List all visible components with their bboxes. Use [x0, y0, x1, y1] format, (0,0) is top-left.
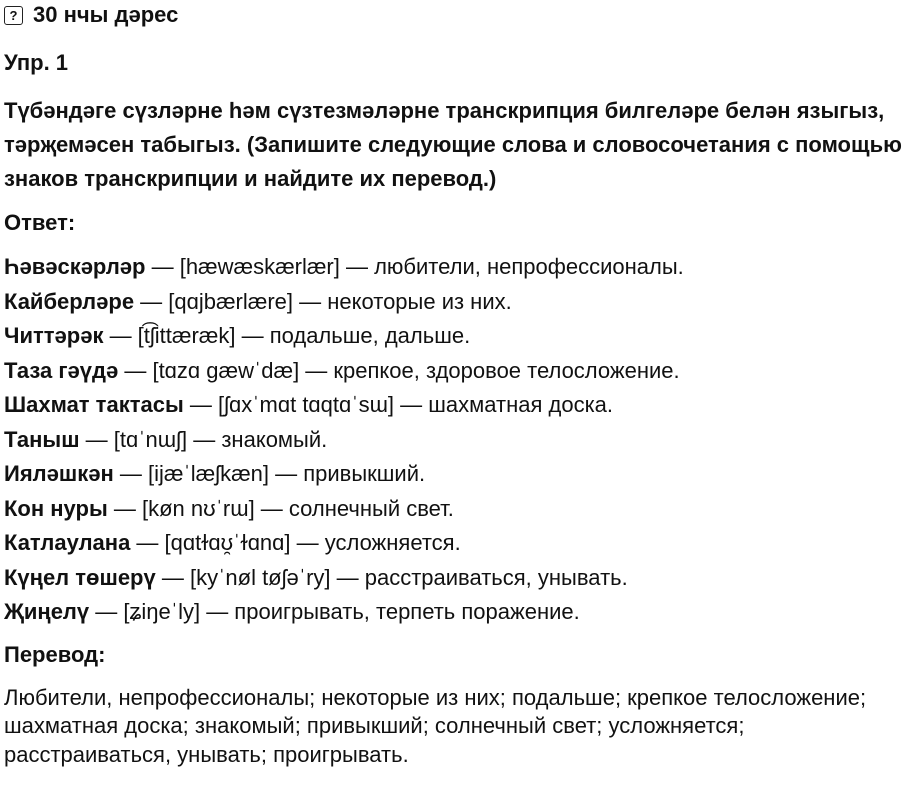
entry-word: Кайберләре — [4, 288, 135, 314]
entry-word: Катлаулана — [4, 530, 131, 555]
entry-word: Шахмат тактасы — [4, 392, 184, 417]
translation-label: Перевод: — [4, 641, 106, 667]
entry-definition: — [qɑtɫɑʊ̯ˈɫɑnɑ] — усложняется. — [130, 530, 461, 555]
answer-entry — [4, 250, 911, 285]
entry-word: Җиңелү — [4, 599, 90, 624]
answer-entry — [4, 285, 911, 320]
entry-definition: — [tɑˈnɯʃ] — знакомый. — [79, 426, 328, 452]
entry-definition: — [ʑiŋeˈly] — проигрывать, терпеть поражение. — [89, 599, 580, 624]
entry-word: Ияләшкән — [4, 461, 114, 486]
entry-word: Кон нуры — [4, 495, 108, 521]
entry-definition: — [ʃɑxˈmɑt tɑqtɑˈsɯ] — шахматная доска. — [183, 392, 614, 417]
answer-entry — [4, 561, 911, 596]
entry-definition: — [hæwæskærlær] — любители, непрофессионалы. — [145, 254, 684, 279]
entry-word: Һәвәскәрләр — [4, 254, 146, 279]
entry-word: Читтәрәк — [4, 323, 104, 348]
exercise-task: Түбәндәге сүзләрне һәм сүзтезмәләрне транскрипция билгеләре белән языгыз, тәрҗемәсен табыгыз. (Запишите следующие слова и словосочетания с помощью знаков транскрипции и найдите их перевод.) — [4, 98, 902, 191]
answer-entry — [4, 526, 911, 561]
lesson-title: 30 нчы дәрес — [33, 2, 179, 27]
answer-entry — [4, 595, 911, 630]
exercise-title: Упр. 1 — [4, 50, 69, 75]
answer-list — [4, 250, 911, 630]
lesson-header — [4, 0, 911, 30]
entry-word: Таза гәүдә — [4, 357, 119, 383]
answer-entry — [4, 492, 911, 527]
answer-label: Ответ: — [4, 210, 76, 235]
answer-entry — [4, 354, 911, 389]
entry-word: Таныш — [4, 426, 80, 452]
answer-entry — [4, 388, 911, 423]
entry-definition: — [t͡ʃittæræk] — подальше, дальше. — [103, 323, 471, 348]
entry-word: Күңел төшерү — [4, 564, 156, 590]
entry-definition: — [tɑzɑ gæwˈdæ] — крепкое, здоровое телосложение. — [118, 357, 680, 383]
question-box-icon[interactable]: ? — [4, 6, 23, 25]
translation-text: Любители, непрофессионалы; некоторые из них; подальше; крепкое телосложение; шахматная доска; знакомый; привыкший; солнечный свет; усложняется; расстраиваться, унывать; проигрывать. — [4, 684, 867, 767]
entry-definition: — [ijæˈlæʃkæn] — привыкший. — [113, 461, 426, 486]
entry-definition: — [kyˈnøl tøʃəˈry] — расстраиваться, унывать. — [155, 564, 628, 590]
answer-entry — [4, 457, 911, 492]
entry-definition: — [køn nʊˈrɯ] — солнечный свет. — [107, 495, 454, 521]
answer-entry — [4, 319, 911, 354]
entry-definition: — [qɑjbærlære] — некоторые из них. — [134, 288, 512, 314]
answer-entry — [4, 423, 911, 458]
